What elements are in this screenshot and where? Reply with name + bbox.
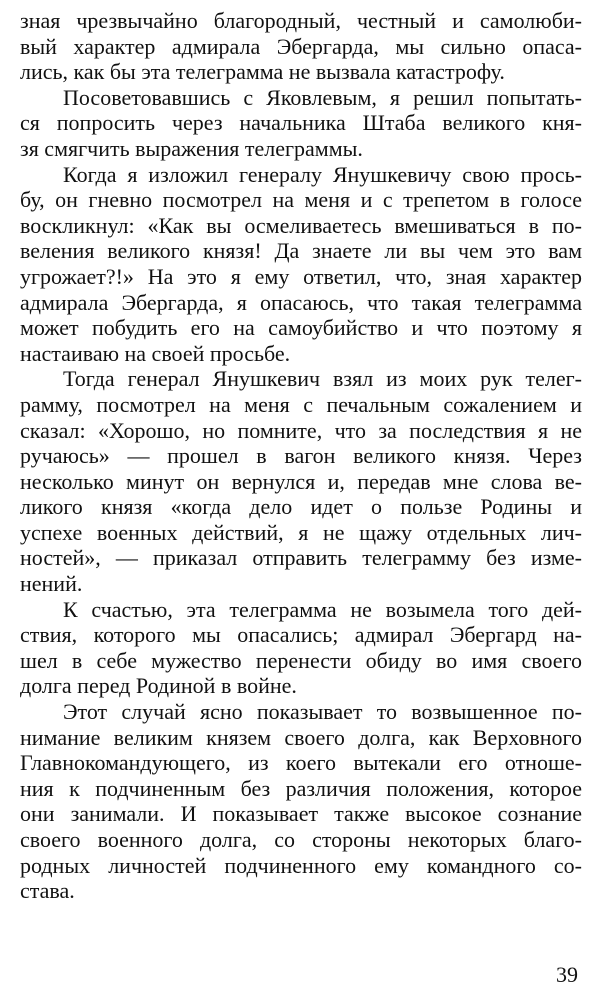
text-line: лись, как бы эта телеграмма не вызвала катастрофу.: [20, 59, 505, 85]
text-line: зя смягчить выражения телеграммы.: [20, 135, 363, 161]
text-line: нений.: [20, 571, 83, 597]
text-line: ся попросить через начальника Штаба великого кня-: [20, 110, 582, 136]
text-line: долга перед Родиной в войне.: [20, 673, 297, 699]
paragraph-3: [20, 162, 582, 367]
text-line: бу, он гневно посмотрел на меня и с трепетом в голосе: [20, 187, 582, 213]
text-line: Когда я изложил генералу Янушкевичу свою прось-: [63, 161, 582, 187]
text-line: они занимали. И показывает также высокое сознание: [20, 801, 582, 827]
text-line: ликого князя «когда дело идет о пользе Родины и: [20, 494, 582, 520]
paragraph-4: [20, 366, 582, 596]
text-line: адмирала Эбергарда, я опасаюсь, что такая телеграмма: [20, 289, 582, 315]
paragraph-6: [20, 699, 582, 904]
text-line: сказал: «Хорошо, но помните, что за последствия я не: [20, 417, 582, 443]
text-line: несколько минут он вернулся и, передав мне слова ве-: [20, 468, 582, 494]
text-line: веления великого князя! Да знаете ли вы чем это вам: [20, 238, 582, 264]
text-line: угрожает?!» На это я ему ответил, что, зная характер: [20, 263, 582, 289]
text-line: Этот случай ясно показывает то возвышенное по-: [63, 699, 582, 725]
text-line: вый характер адмирала Эбергарда, мы сильно опаса-: [20, 33, 582, 59]
text-line: может побудить его на самоубийство и что поэтому я: [20, 315, 582, 341]
text-line: ния к подчиненным без различия положения, которое: [20, 775, 582, 801]
text-line: става.: [20, 878, 75, 904]
text-line: ствия, которого мы опасались; адмирал Эбергард на-: [20, 622, 582, 648]
text-line: настаиваю на своей просьбе.: [20, 340, 291, 366]
paragraph-2: [20, 85, 582, 162]
text-line: Тогда генерал Янушкевич взял из моих рук телег-: [63, 366, 582, 392]
text-line: шел в себе мужество перенести обиду во имя своего: [20, 647, 582, 673]
text-line: рамму, посмотрел на меня с печальным сожалением и: [20, 391, 582, 417]
text-line: воскликнул: «Как вы осмеливаетесь вмешиваться в по-: [20, 212, 582, 238]
page-text: [20, 8, 582, 904]
text-line: К счастью, эта телеграмма не возымела того дей-: [63, 596, 582, 622]
text-line: нимание великим князем своего долга, как Верховного: [20, 724, 582, 750]
text-line: Посоветовавшись с Яковлевым, я решил попытать-: [63, 84, 582, 110]
text-line: своего военного долга, со стороны некоторых благо-: [20, 827, 582, 852]
paragraph-5: [20, 597, 582, 699]
paragraph-1: [20, 8, 582, 85]
text-line: ностей», — приказал отправить телеграмму без изме-: [20, 545, 582, 571]
page-number: 39: [556, 962, 578, 987]
text-line: успехе военных действий, я не щажу отдельных лич-: [20, 519, 582, 545]
text-line: родных личностей подчиненного ему командного со-: [20, 852, 582, 878]
text-line: ручаюсь» — прошел в вагон великого князя. Через: [20, 443, 582, 469]
text-line: Главнокомандующего, из коего вытекали его отноше-: [20, 750, 582, 776]
text-line: зная чрезвычайно благородный, честный и самолюби-: [20, 8, 582, 33]
